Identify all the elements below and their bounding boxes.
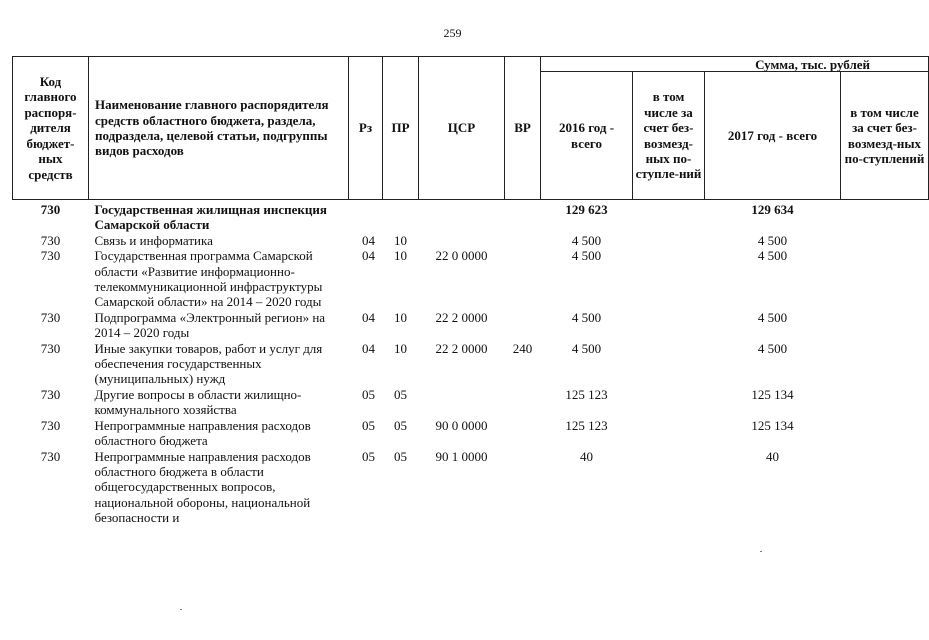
cell-sum-2016: 40 <box>580 448 593 464</box>
cell-csr: 22 2 0000 <box>435 309 488 325</box>
cell-pr: 05 <box>394 386 407 402</box>
cell-name: Связь и информатика <box>94 232 213 248</box>
table-row <box>13 387 929 418</box>
cell-sum-2017-gratis <box>841 248 929 310</box>
cell-code: 730 <box>40 386 61 402</box>
cell-csr: 90 1 0000 <box>435 448 488 464</box>
cell-sum-2017: 4 500 <box>757 340 788 356</box>
cell-vr: 240 <box>512 340 533 356</box>
cell-pr <box>383 200 419 233</box>
cell-sum-2017: 4 500 <box>757 248 788 264</box>
cell-sum-2017: 40 <box>766 448 779 464</box>
scan-speck <box>180 609 182 610</box>
cell-name: Государственная жилищная инспекция Самарской области <box>94 202 327 233</box>
cell-sum-2017-gratis <box>841 387 929 418</box>
cell-sum-2016: 4 500 <box>571 309 602 325</box>
table-row <box>13 418 929 449</box>
cell-sum-2016-gratis <box>633 449 705 526</box>
cell-sum-2016-gratis <box>633 341 705 387</box>
cell-vr <box>505 449 541 526</box>
cell-code: 730 <box>40 232 61 248</box>
table-row <box>13 233 929 248</box>
table-body <box>13 200 929 526</box>
header-vr: ВР <box>505 57 541 200</box>
cell-sum-2017: 4 500 <box>757 232 788 248</box>
cell-code: 730 <box>40 340 61 356</box>
cell-csr: 90 0 0000 <box>435 417 488 433</box>
cell-vr <box>505 418 541 449</box>
header-row-1 <box>13 57 929 72</box>
cell-name: Непрограммные направления расходов областного бюджета <box>94 417 311 449</box>
cell-csr: 22 0 0000 <box>435 248 488 264</box>
cell-pr: 10 <box>394 340 407 356</box>
budget-table <box>12 56 929 526</box>
cell-code: 730 <box>40 417 61 433</box>
cell-sum-2017: 125 134 <box>751 386 794 402</box>
cell-rz <box>349 200 383 233</box>
cell-rz: 04 <box>362 248 375 264</box>
cell-rz: 04 <box>362 309 375 325</box>
table-row <box>13 200 929 233</box>
cell-csr <box>419 200 505 233</box>
cell-sum-2016: 125 123 <box>565 386 608 402</box>
cell-rz: 05 <box>362 448 375 464</box>
cell-name: Иные закупки товаров, работ и услуг для обеспечения государственных (муниципальных) нужд <box>94 340 323 387</box>
table-row <box>13 248 929 310</box>
cell-code: 730 <box>40 448 61 464</box>
cell-code: 730 <box>40 202 61 217</box>
cell-code: 730 <box>40 309 61 325</box>
cell-rz: 04 <box>362 340 375 356</box>
cell-sum-2016-gratis <box>633 200 705 233</box>
header-sum-2017-gratis: в том числе за счет без-возмезд-ных по-ступлений <box>841 72 929 200</box>
cell-rz: 05 <box>362 417 375 433</box>
cell-sum-2016: 125 123 <box>565 417 608 433</box>
cell-pr: 05 <box>394 417 407 433</box>
table-row <box>13 449 929 526</box>
header-sum-2016: 2016 год - всего <box>541 72 633 200</box>
header-sum-2016-gratis: в том числе за счет без-возмезд-ных по-ступле-ний <box>633 72 705 200</box>
header-pr: ПР <box>383 57 419 200</box>
cell-csr <box>419 387 505 418</box>
cell-pr: 10 <box>394 232 407 248</box>
scan-speck <box>760 551 762 552</box>
cell-sum-2017-gratis <box>841 310 929 341</box>
cell-sum-2017-gratis <box>841 233 929 248</box>
cell-sum-2016-gratis <box>633 233 705 248</box>
cell-vr <box>505 233 541 248</box>
cell-pr: 10 <box>394 248 407 264</box>
header-rz: Рз <box>349 57 383 200</box>
page-number: 259 <box>443 26 462 40</box>
cell-name: Государственная программа Самарской области «Развитие информационно-телекоммуникационной инфраструктуры Самарской области» на 2014 – 2020 годы <box>94 248 323 310</box>
header-csr: ЦСР <box>419 57 505 200</box>
cell-name: Непрограммные направления расходов областного бюджета в области общегосударственных вопросов, национальной обороны, национальной безопасности и <box>94 448 311 526</box>
header-code: Код главного распоря-дителя бюджет-ных средств <box>13 57 89 200</box>
cell-sum-2016-gratis <box>633 310 705 341</box>
cell-csr: 22 2 0000 <box>435 340 488 356</box>
cell-name: Подпрограмма «Электронный регион» на 2014 – 2020 годы <box>94 309 326 341</box>
cell-csr <box>419 233 505 248</box>
cell-sum-2016: 4 500 <box>571 340 602 356</box>
cell-sum-2016: 129 623 <box>565 202 608 217</box>
cell-rz: 05 <box>362 386 375 402</box>
cell-vr <box>505 387 541 418</box>
cell-sum-2017-gratis <box>841 341 929 387</box>
cell-sum-2017-gratis <box>841 449 929 526</box>
cell-name: Другие вопросы в области жилищно-коммунального хозяйства <box>94 386 302 418</box>
header-sum-group: Сумма, тыс. рублей <box>541 57 929 72</box>
cell-pr: 05 <box>394 448 407 464</box>
cell-sum-2016-gratis <box>633 248 705 310</box>
header-sum-2017: 2017 год - всего <box>705 72 841 200</box>
cell-pr: 10 <box>394 309 407 325</box>
cell-vr <box>505 200 541 233</box>
cell-sum-2017: 4 500 <box>757 309 788 325</box>
header-name: Наименование главного распорядителя средств областного бюджета, раздела, подраздела, целевой статьи, подгруппы видов расходов <box>89 57 349 200</box>
cell-vr <box>505 248 541 310</box>
cell-sum-2016-gratis <box>633 418 705 449</box>
cell-vr <box>505 310 541 341</box>
cell-sum-2017-gratis <box>841 200 929 233</box>
cell-sum-2016-gratis <box>633 387 705 418</box>
cell-sum-2016: 4 500 <box>571 232 602 248</box>
cell-sum-2017: 129 634 <box>751 202 794 217</box>
cell-sum-2016: 4 500 <box>571 248 602 264</box>
table-row <box>13 341 929 387</box>
cell-rz: 04 <box>362 232 375 248</box>
table-row <box>13 310 929 341</box>
cell-sum-2017-gratis <box>841 418 929 449</box>
cell-code: 730 <box>40 248 61 264</box>
table-header <box>13 57 929 200</box>
cell-sum-2017: 125 134 <box>751 417 794 433</box>
